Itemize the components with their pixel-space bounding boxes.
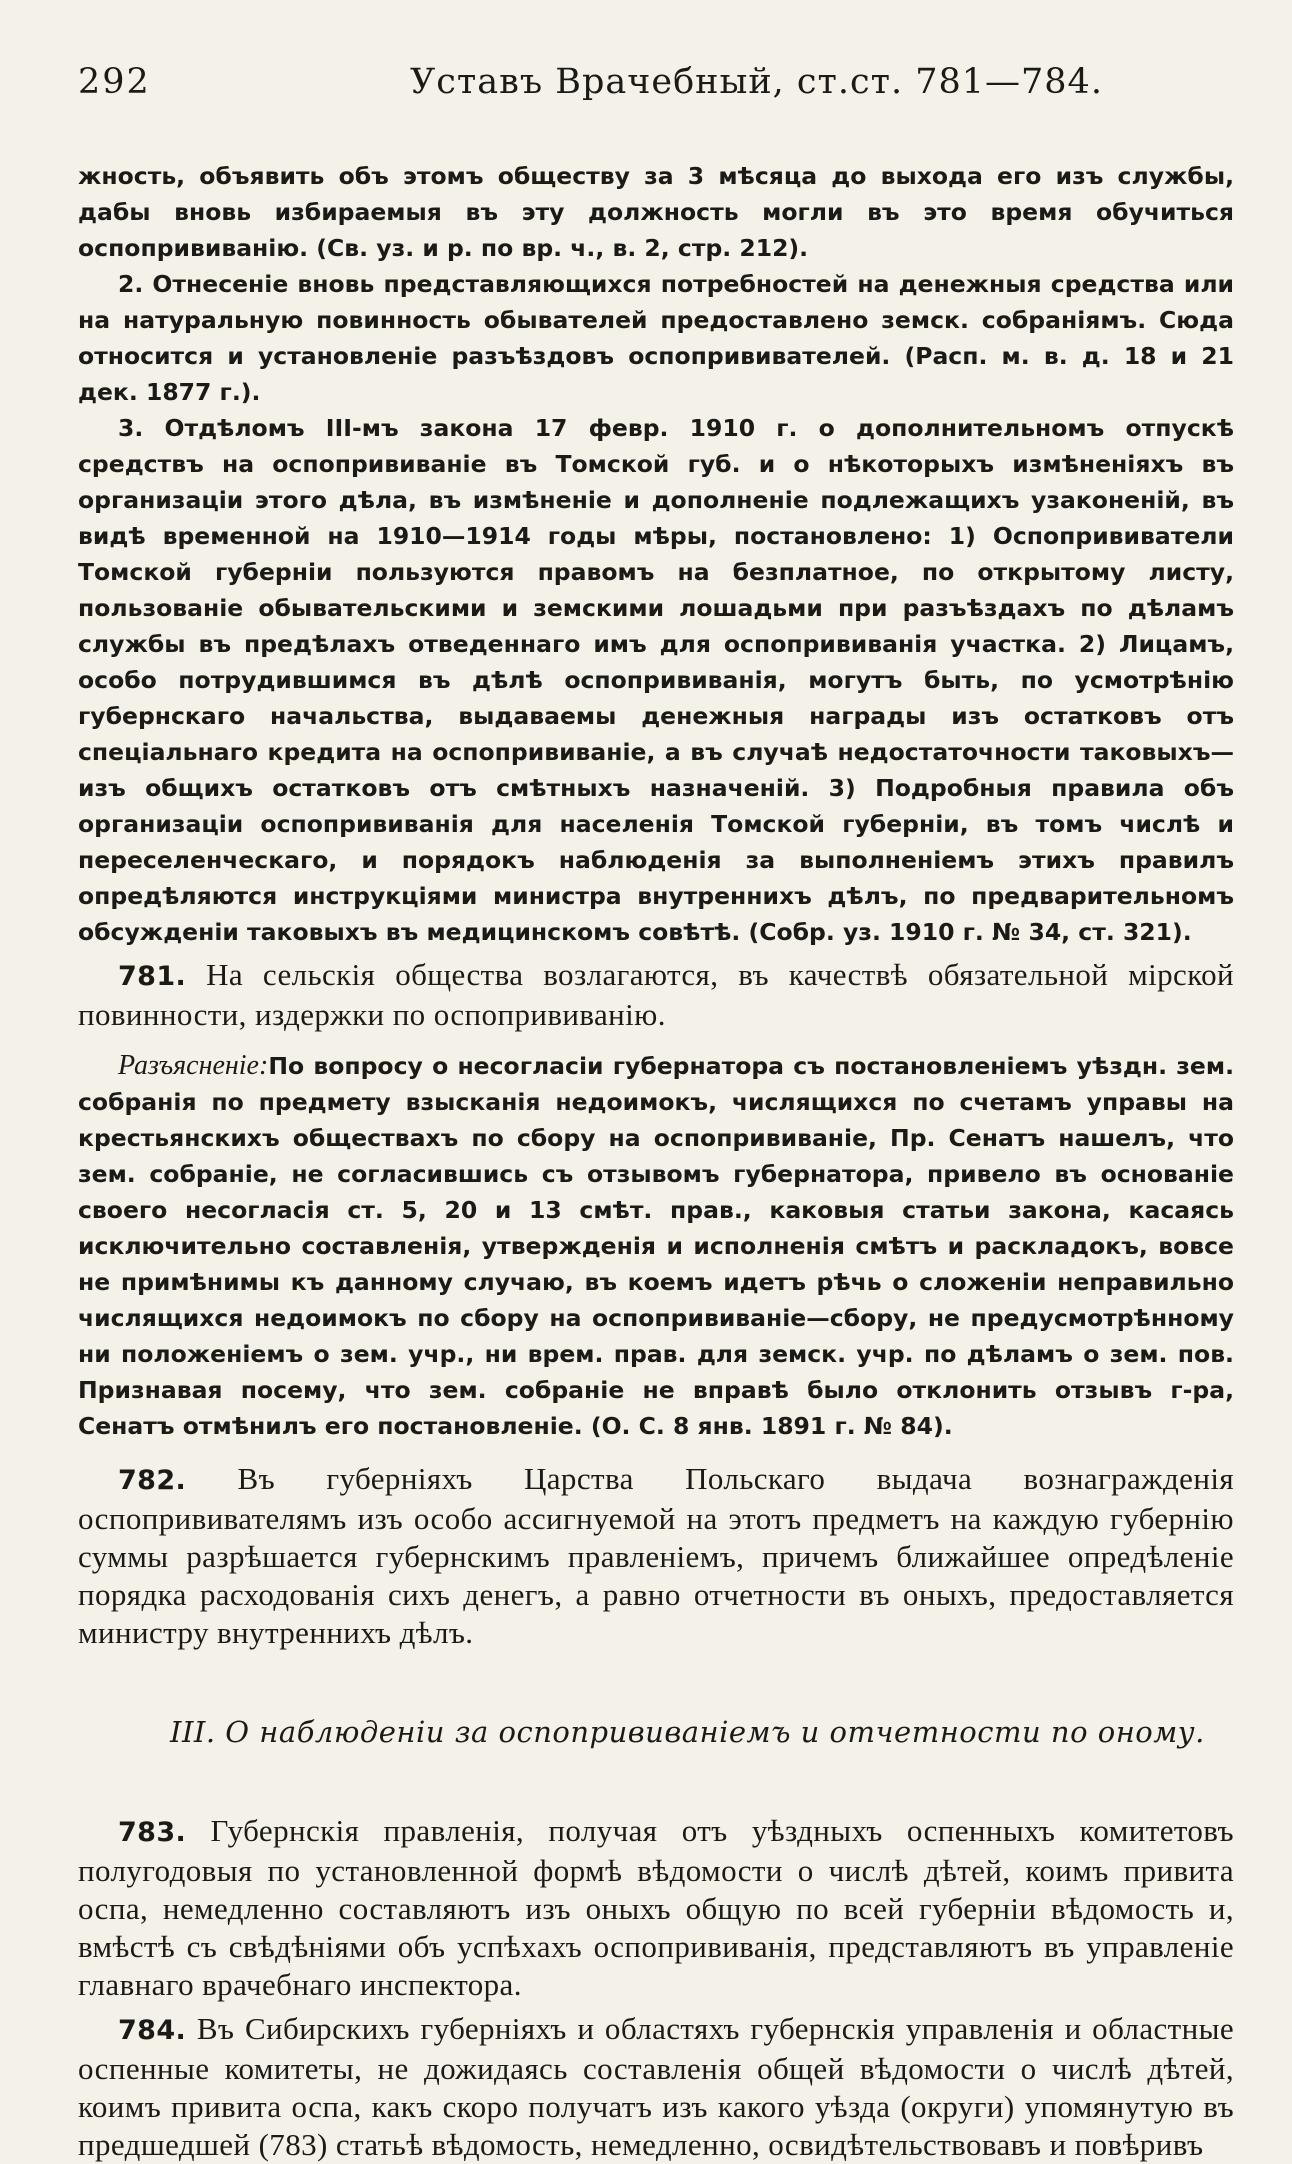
article-781-number: 781. <box>118 961 187 992</box>
article-782 <box>78 1460 1234 1652</box>
explanation-paragraph <box>78 1048 1234 1444</box>
article-783-text: Губернскія правленія, получая отъ уѣздныхъ оспенныхъ комитетовъ полугодовыя по установленной формѣ вѣдомости о числѣ дѣтей, коимъ привита оспа, немедленно составляютъ изъ оныхъ общую по всей губерніи вѣдомость и, вмѣстѣ съ свѣдѣніями объ успѣхахъ оспопрививанія, представляютъ въ управленіе главнаго врачебнаго инспектора. <box>78 1813 1234 2002</box>
explanation-label: Разъясненіе: <box>118 1050 269 1081</box>
article-784-text: Въ Сибирскихъ губерніяхъ и областяхъ губернскія управленія и областные оспенные комитеты, не дожидаясь составленія общей вѣдомости о числѣ дѣтей, коимъ привита оспа, какъ скоро получатъ изъ какого уѣзда (округи) упомянутую въ предшедшей (783) статьѣ вѣдомость, немедленно, освидѣтельствовавъ и повѣривъ <box>78 2011 1234 2162</box>
article-782-number: 782. <box>118 1465 187 1496</box>
article-784 <box>78 2010 1234 2164</box>
article-781-text: На сельскія общества возлагаются, въ качествѣ обязательной мірской повинности, издержки по оспопрививанію. <box>78 957 1234 1032</box>
explanation-text: По вопросу о несогласіи губернатора съ постановленіемъ уѣздн. зем. собранія по предмету взысканія недоимокъ, числящихся по счетамъ управы на крестьянскихъ обществахъ по сбору на оспопрививаніе, Пр. Сенатъ нашелъ, что зем. собраніе, не согласившись съ отзывомъ губернатора, привело въ основаніе своего несогласія ст. 5, 20 и 13 смѣт. прав., каковыя статьи закона, касаясь исключительно составленія, утвержденія и исполненія смѣтъ и раскладокъ, вовсе не примѣнимы къ данному случаю, въ коемъ идетъ рѣчь о сложеніи неправильно числящихся недоимокъ по сбору на оспопрививаніе—сбору, не предусмотрѣнному ни положеніемъ о зем. учр., ни врем. прав. для земск. учр. по дѣламъ о зем. пов. Признавая посему, что зем. собраніе не вправѣ было отклонить отзывъ г-ра, Сенатъ отмѣнилъ его постановленіе. (О. С. 8 янв. 1891 г. № 84). <box>78 1052 1234 1440</box>
page-body <box>78 158 1234 2164</box>
intro-paragraph: жность, объявить объ этомъ обществу за 3 мѣсяца до выхода его изъ службы, дабы вновь избираемыя въ эту должность могли въ это время обучиться оспопрививанію. (Св. уз. и р. по вр. ч., в. 2, стр. 212). <box>78 162 1234 262</box>
article-783-number: 783. <box>118 1817 187 1848</box>
article-784-number: 784. <box>118 2015 187 2046</box>
page-number: 292 <box>78 62 151 102</box>
note-3-paragraph: 3. Отдѣломъ III-мъ закона 17 февр. 1910 г. о дополнительномъ отпускѣ средствъ на оспопрививаніе въ Томской губ. и о нѣкоторыхъ измѣненіяхъ въ организаціи этого дѣла, въ измѣненіе и дополненіе подлежащихъ узаконеній, въ видѣ временной на 1910—1914 годы мѣры, постановлено: 1) Оспопрививатели Томской губерніи пользуются правомъ на безплатное, по открытому листу, пользованіе обывательскими и земскими лошадьми при разъѣздахъ по дѣламъ службы въ предѣлахъ отведеннаго имъ для оспопрививанія участка. 2) Лицамъ, особо потрудившимся въ дѣлѣ оспопрививанія, могутъ быть, по усмотрѣнію губернскаго начальства, выдаваемы денежныя награды изъ остатковъ отъ спеціальнаго кредита на оспопрививаніе, а въ случаѣ недостаточности таковыхъ—изъ общихъ остатковъ отъ смѣтныхъ назначеній. 3) Подробныя правила объ организаціи оспопрививанія для населенія Томской губерніи, въ томъ числѣ и переселенческаго, и порядокъ наблюденія за выполненіемъ этихъ правилъ опредѣляются инструкціями министра внутреннихъ дѣлъ, по предварительномъ обсужденіи таковыхъ въ медицинскомъ совѣтѣ. (Собр. уз. 1910 г. № 34, ст. 321). <box>78 414 1234 946</box>
article-781 <box>78 956 1234 1034</box>
note-2-paragraph: 2. Отнесеніе вновь представляющихся потребностей на денежныя средства или на натуральную повинность обывателей предоставлено земск. собраніямъ. Сюда относится и установленіе разъѣздовъ оспопрививателей. (Расп. м. в. д. 18 и 21 дек. 1877 г.). <box>78 270 1234 406</box>
running-title: Уставъ Врачебный, ст.ст. 781—784. <box>410 62 1103 102</box>
article-783 <box>78 1812 1234 2004</box>
section-heading: III. О наблюденіи за оспопрививаніемъ и отчетности по оному. <box>170 1715 1205 1749</box>
page-header <box>78 62 1234 112</box>
article-782-text: Въ губерніяхъ Царства Польскаго выдача вознагражденія оспопрививателямъ изъ особо ассигнуемой на этотъ предметъ на каждую губернію суммы разрѣшается губернскимъ правленіемъ, причемъ ближайшее опредѣленіе порядка расходованія сихъ денегъ, а равно отчетности въ оныхъ, предоставляется министру внутреннихъ дѣлъ. <box>78 1461 1234 1650</box>
